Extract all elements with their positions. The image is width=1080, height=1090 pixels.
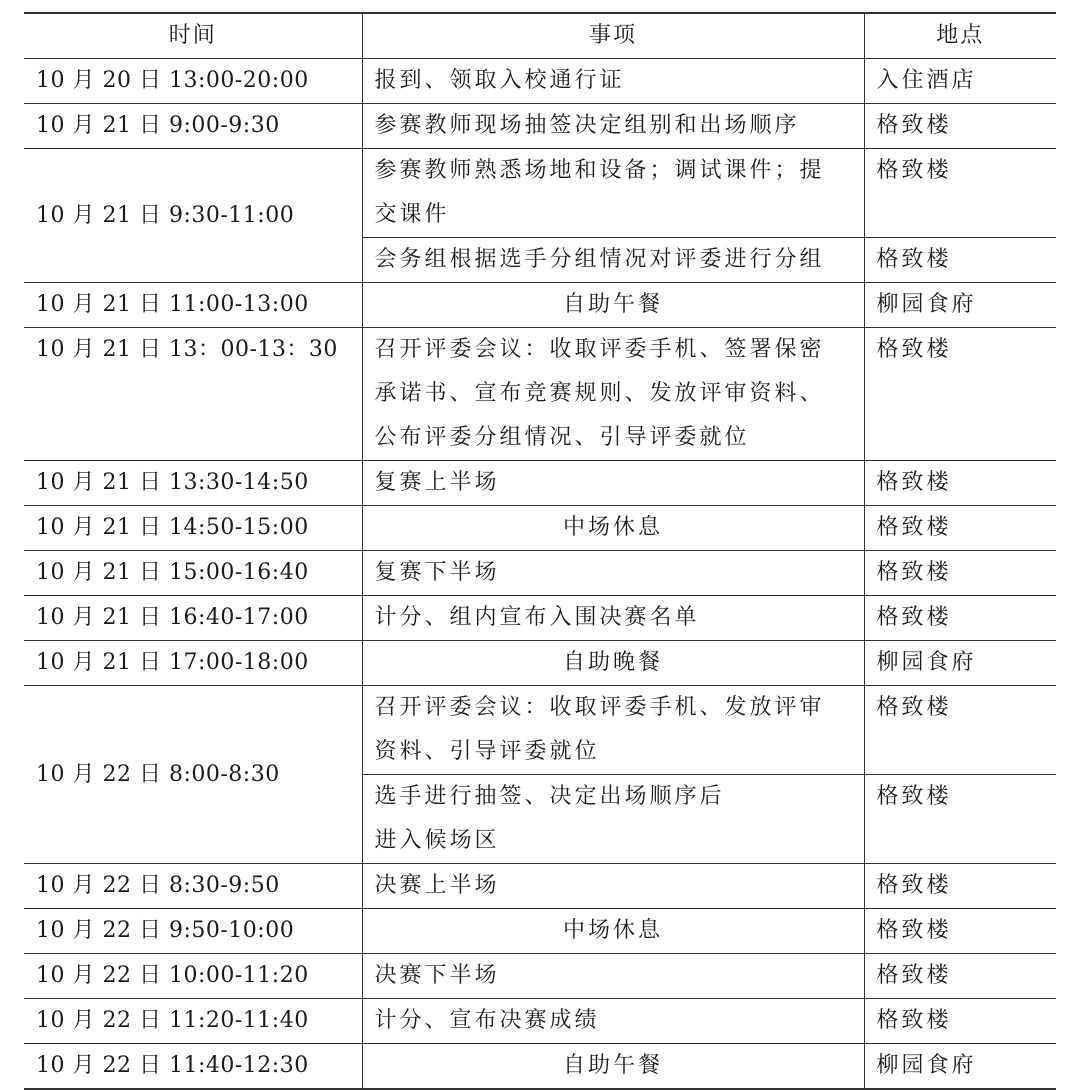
place-cell: 柳园食府 bbox=[864, 283, 1056, 328]
table-row bbox=[24, 909, 1056, 954]
place-cell: 格致楼 bbox=[864, 328, 1056, 461]
place-cell: 柳园食府 bbox=[864, 641, 1056, 686]
place-cell: 格致楼 bbox=[864, 686, 1056, 775]
place-cell: 格致楼 bbox=[864, 596, 1056, 641]
table-row bbox=[24, 149, 1056, 238]
place-cell: 入住酒店 bbox=[864, 59, 1056, 104]
item-cell: 决赛上半场 bbox=[362, 864, 864, 909]
place-cell: 柳园食府 bbox=[864, 1044, 1056, 1090]
header-time: 时间 bbox=[24, 13, 362, 59]
item-cell: 中场休息 bbox=[362, 909, 864, 954]
time-cell: 10 月 22 日 8:30-9:50 bbox=[24, 864, 362, 909]
time-cell: 10 月 22 日 11:20-11:40 bbox=[24, 999, 362, 1044]
table-row bbox=[24, 864, 1056, 909]
item-cell: 参赛教师熟悉场地和设备；调试课件；提 交课件 bbox=[362, 149, 864, 238]
place-cell: 格致楼 bbox=[864, 775, 1056, 864]
place-cell: 格致楼 bbox=[864, 149, 1056, 238]
item-cell: 选手进行抽签、决定出场顺序后 进入候场区 bbox=[362, 775, 864, 864]
time-cell: 10 月 21 日 16:40-17:00 bbox=[24, 596, 362, 641]
time-cell: 10 月 21 日 11:00-13:00 bbox=[24, 283, 362, 328]
item-cell: 中场休息 bbox=[362, 506, 864, 551]
time-cell: 10 月 22 日 9:50-10:00 bbox=[24, 909, 362, 954]
header-item: 事项 bbox=[362, 13, 864, 59]
place-cell: 格致楼 bbox=[864, 864, 1056, 909]
time-cell: 10 月 21 日 15:00-16:40 bbox=[24, 551, 362, 596]
time-cell: 10 月 22 日 10:00-11:20 bbox=[24, 954, 362, 999]
item-cell: 复赛下半场 bbox=[362, 551, 864, 596]
place-cell: 格致楼 bbox=[864, 461, 1056, 506]
place-cell: 格致楼 bbox=[864, 104, 1056, 149]
table-row bbox=[24, 641, 1056, 686]
time-cell: 10 月 22 日 8:00-8:30 bbox=[24, 686, 362, 864]
schedule-table bbox=[24, 12, 1056, 1090]
table-row bbox=[24, 1044, 1056, 1090]
item-cell: 报到、领取入校通行证 bbox=[362, 59, 864, 104]
place-cell: 格致楼 bbox=[864, 954, 1056, 999]
time-cell: 10 月 21 日 17:00-18:00 bbox=[24, 641, 362, 686]
item-cell: 召开评委会议：收取评委手机、签署保密 承诺书、宣布竞赛规则、发放评审资料、 公布评委分组情况、引导评委就位 bbox=[362, 328, 864, 461]
item-cell: 自助午餐 bbox=[362, 283, 864, 328]
item-cell: 参赛教师现场抽签决定组别和出场顺序 bbox=[362, 104, 864, 149]
time-cell: 10 月 21 日 9:00-9:30 bbox=[24, 104, 362, 149]
time-cell: 10 月 20 日 13:00-20:00 bbox=[24, 59, 362, 104]
table-row bbox=[24, 506, 1056, 551]
item-cell: 决赛下半场 bbox=[362, 954, 864, 999]
table-row bbox=[24, 104, 1056, 149]
table-row bbox=[24, 954, 1056, 999]
time-cell: 10 月 22 日 11:40-12:30 bbox=[24, 1044, 362, 1090]
table-row bbox=[24, 283, 1056, 328]
time-cell: 10 月 21 日 13:30-14:50 bbox=[24, 461, 362, 506]
item-cell: 计分、宣布决赛成绩 bbox=[362, 999, 864, 1044]
item-cell: 自助晚餐 bbox=[362, 641, 864, 686]
item-cell: 自助午餐 bbox=[362, 1044, 864, 1090]
item-cell: 召开评委会议：收取评委手机、发放评审 资料、引导评委就位 bbox=[362, 686, 864, 775]
table-row bbox=[24, 328, 1056, 461]
header-row bbox=[24, 13, 1056, 59]
table-row bbox=[24, 59, 1056, 104]
table-row bbox=[24, 596, 1056, 641]
place-cell: 格致楼 bbox=[864, 551, 1056, 596]
item-cell: 会务组根据选手分组情况对评委进行分组 bbox=[362, 238, 864, 283]
place-cell: 格致楼 bbox=[864, 909, 1056, 954]
time-cell: 10 月 21 日 14:50-15:00 bbox=[24, 506, 362, 551]
place-cell: 格致楼 bbox=[864, 238, 1056, 283]
place-cell: 格致楼 bbox=[864, 506, 1056, 551]
time-cell: 10 月 21 日 13：00-13：30 bbox=[24, 328, 362, 461]
table-row bbox=[24, 999, 1056, 1044]
item-cell: 计分、组内宣布入围决赛名单 bbox=[362, 596, 864, 641]
table-row bbox=[24, 461, 1056, 506]
table-row bbox=[24, 551, 1056, 596]
table-row bbox=[24, 686, 1056, 775]
item-cell: 复赛上半场 bbox=[362, 461, 864, 506]
header-place: 地点 bbox=[864, 13, 1056, 59]
time-cell: 10 月 21 日 9:30-11:00 bbox=[24, 149, 362, 283]
place-cell: 格致楼 bbox=[864, 999, 1056, 1044]
